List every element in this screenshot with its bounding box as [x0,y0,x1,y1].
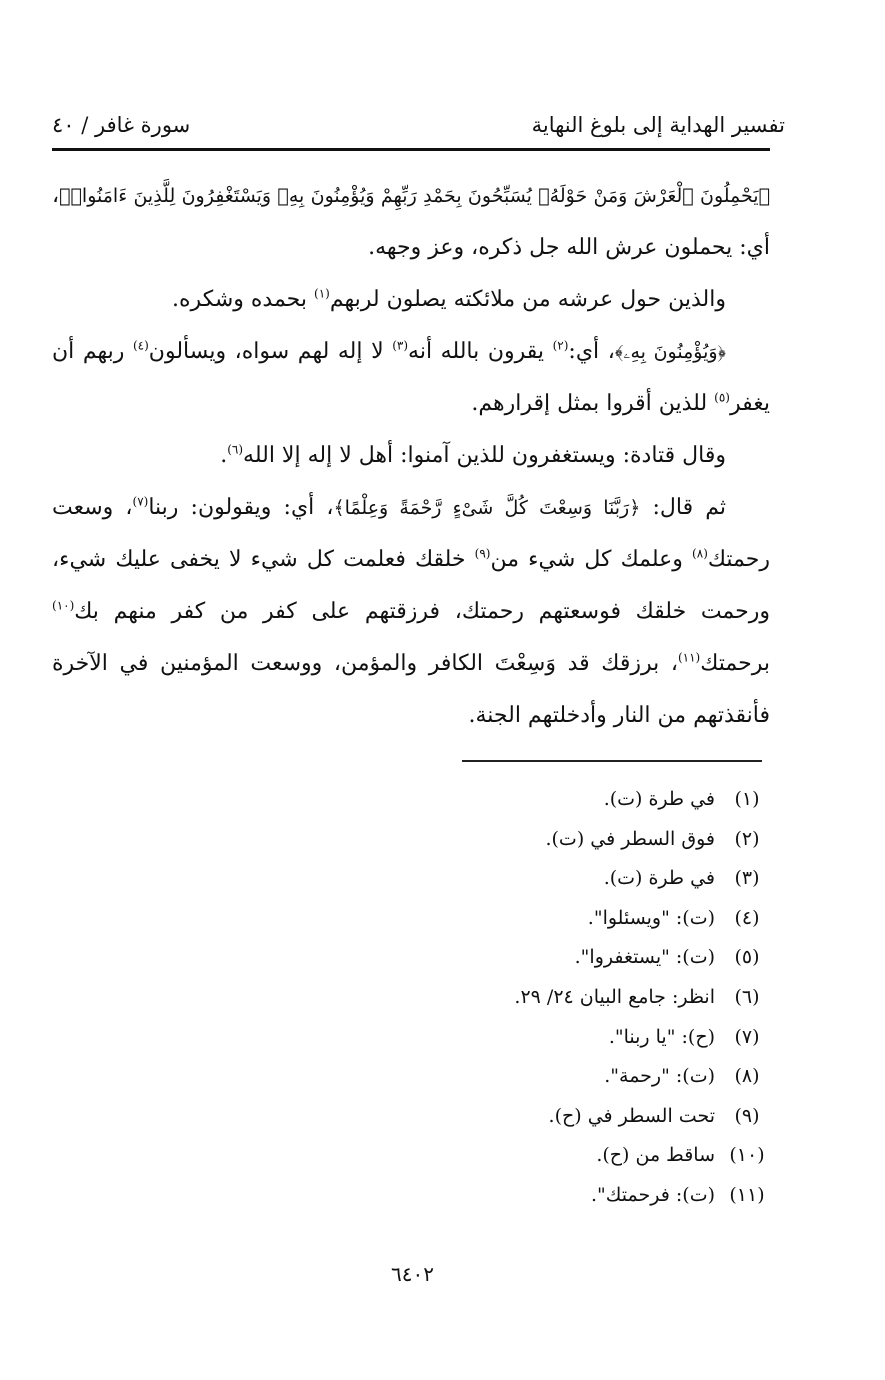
paragraph-text: والذين حول عرشه من ملائكته يصلون لربهم [329,287,726,312]
footnote-number: (٤) [734,906,760,929]
paragraph-text: يقرون بالله أنه [408,339,553,364]
footnote-number: (٢) [734,827,760,850]
footnote-ref[interactable]: (٨) [692,546,708,561]
paragraph-text: بحمده وشكره. [172,287,314,312]
footnote-item [52,938,767,978]
footnote-item [52,1018,767,1058]
footnote-item [52,859,767,899]
main-text [52,170,770,742]
footnote-text: (ت): فرحمتك". [591,1183,715,1206]
footnote-ref[interactable]: (٢) [552,338,569,353]
paragraph-text: خلقك فعلمت كل شيء لا يخفى عليك شيء، ورحمت خلقك فوسعتهم رحمتك، فرزقتهم على كفر من كفر منهم بك [52,547,770,624]
quran-verse: ﴿رَبَّنَا وَسِعْتَ كُلَّ شَىْءٍ رَّحْمَةً وَعِلْمًا﴾ [333,497,641,519]
footnote-text: (ت): "ويسئلوا". [587,906,715,929]
paragraph-3 [52,326,770,430]
footnote-text: (ت): "يستغفروا". [574,946,715,969]
footnote-number: (٥) [734,946,760,969]
paragraph-4 [52,430,770,482]
paragraph-2 [52,274,770,326]
footnote-number: (١٠) [729,1144,765,1167]
footnote-text: فوق السطر في (ت). [545,827,715,850]
footnote-ref[interactable]: (٦) [227,442,244,457]
paragraph-text: ، وسعت رحمتك [52,495,770,572]
paragraph-text: ، برزقك قد وَسِعْتَ الكافر والمؤمن، ووسعت المؤمنين في الآخرة فأنقذتهم من النار وأدخلتهم الجنة. [52,651,770,728]
header-rule [52,148,770,151]
paragraph-text: للذين أقروا بمثل إقرارهم. [471,391,715,416]
paragraph-text: . [220,443,228,468]
footnotes-list [52,780,767,1216]
footnote-ref[interactable]: (٤) [132,338,149,353]
paragraph-text: ، أي: ويقولون: ربنا [148,495,334,520]
footnote-item [52,1097,767,1137]
paragraph-text: ، أي: [568,339,615,364]
paragraph-text: ، أي: يحملون عرش الله جل ذكره، وعز وجهه. [52,183,770,260]
footnote-item [52,978,767,1018]
footnote-item [52,1136,767,1176]
footnote-ref[interactable]: (١) [314,286,330,301]
footnote-item [52,1057,767,1097]
footnote-text: (ت): "رحمة". [604,1065,715,1088]
footnote-text: ساقط من (ح). [596,1144,715,1167]
footnote-number: (١) [734,788,760,810]
paragraph-text: ثم قال: [640,495,726,520]
footnote-ref[interactable]: (١١) [677,650,701,665]
paragraph-5 [52,482,770,742]
footnote-text: (ح): "يا ربنا". [608,1025,715,1048]
quran-verse: ﴿وَيُؤْمِنُونَ بِهِۦ﴾ [614,341,726,363]
quran-verse: ﴿يَحْمِلُونَ ٱلْعَرْشَ وَمَنْ حَوْلَهُۥ يُسَبِّحُونَ بِحَمْدِ رَبِّهِمْ وَيُؤْمِنُونَ بِهِۦ وَيَسْتَغْفِرُونَ لِلَّذِينَ ءَامَنُوا۟﴾ [59,185,770,207]
footnote-ref[interactable]: (٥) [714,390,730,405]
footnote-ref[interactable]: (١٠) [52,598,75,613]
footnote-ref[interactable]: (٧) [132,494,149,509]
footnote-number: (٧) [734,1025,760,1048]
paragraph-1 [52,170,770,274]
footnote-ref[interactable]: (٣) [392,338,409,353]
book-title: تفسير الهداية إلى بلوغ النهاية [531,113,785,137]
footnote-item [52,820,767,860]
footnote-item [52,1176,767,1216]
page-number: ٦٤٠٢ [391,1262,434,1286]
footnote-number: (٦) [734,985,760,1008]
surah-info: سورة غافر / ٤٠ [52,113,191,137]
running-header [52,108,785,142]
paragraph-text: لا إله لهم سواه، ويسألون [148,339,393,364]
footnote-text: في طرة (ت). [603,788,715,810]
footnote-text: في طرة (ت). [603,867,715,890]
footnote-ref[interactable]: (٩) [474,546,491,561]
paragraph-text: برحمتك [700,651,770,676]
paragraph-text: ربهم أن يغفر [52,339,770,416]
footnote-item [52,899,767,939]
paragraph-text: وعلمك كل شيء من [490,547,693,572]
paragraph-text: وقال قتادة: ويستغفرون للذين آمنوا: أهل لا إله إلا الله [243,443,726,468]
footnote-item [52,780,767,820]
footnote-text: تحت السطر في (ح). [548,1104,715,1127]
footnote-number: (٨) [734,1065,760,1088]
footnote-rule [462,760,762,762]
footnote-number: (١١) [729,1183,765,1206]
footnote-number: (٣) [734,867,760,890]
footnote-number: (٩) [734,1104,760,1127]
footnote-text: انظر: جامع البيان ٢٤/ ٢٩. [514,985,715,1008]
